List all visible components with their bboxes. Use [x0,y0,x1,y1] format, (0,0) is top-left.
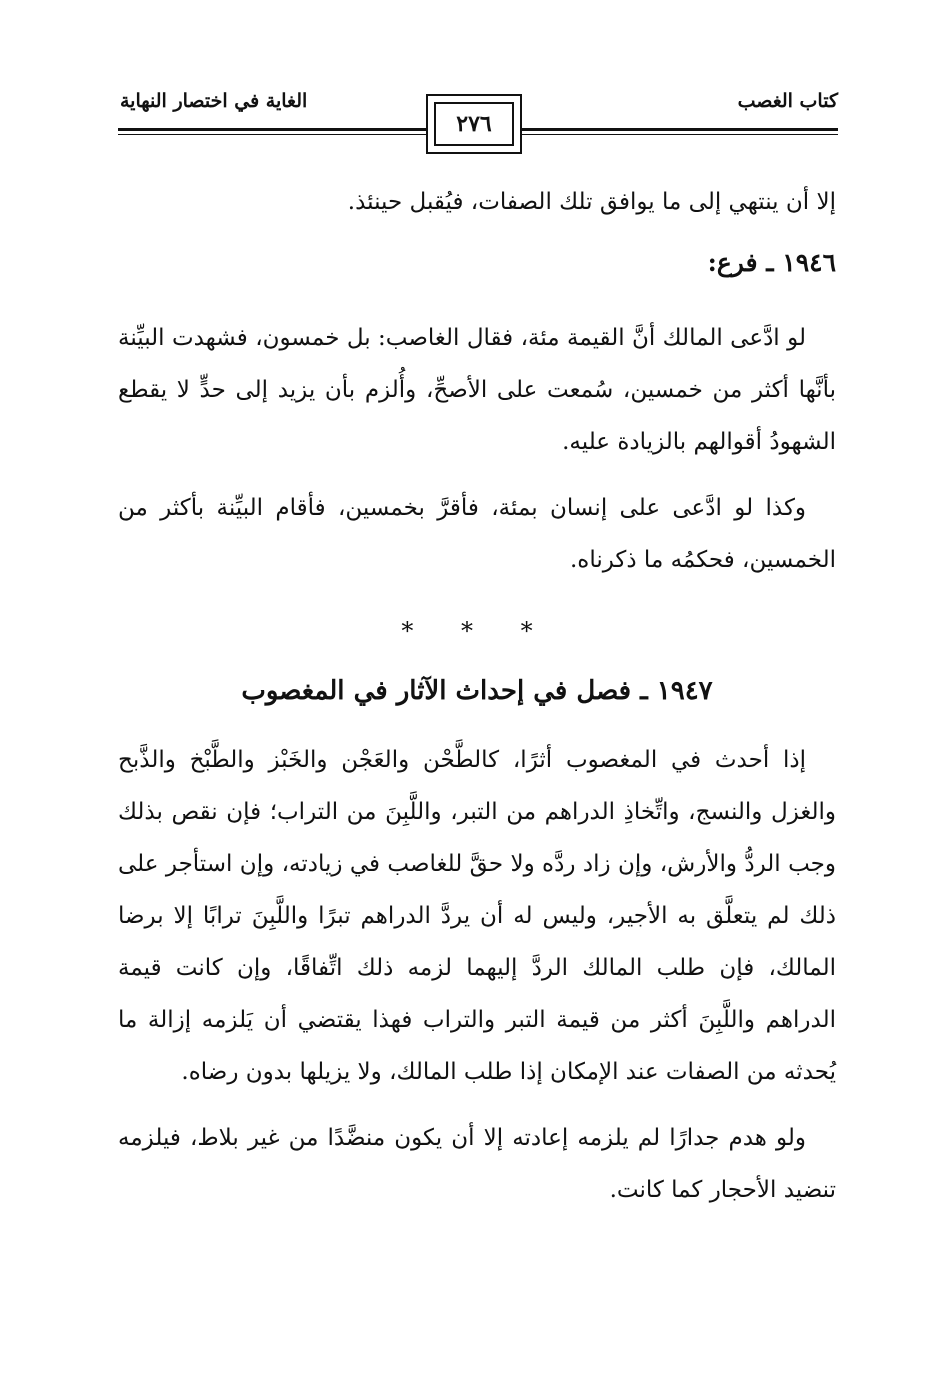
paragraph-3: إذا أحدث في المغصوب أثرًا، كالطَّحْن والعَجْن والخَبْز والطَّبْخ والذَّبح والغزل والنسج، واتِّخاذِ الدراهم من التبر، واللَّبِنَ من التراب؛ فإن نقص بذلك وجب الردُّ والأرش، وإن زاد ردَّه ولا حقَّ للغاصب في زيادته، وإن استأجر على ذلك لم يتعلَّق به الأجير، وليس له أن يردَّ الدراهم تبرًا واللَّبِنَ ترابًا إلا برضا المالك، فإن طلب المالك الردَّ إليهما لزمه ذلك اتِّفاقًا، وإن كانت قيمة الدراهم واللَّبِنَ أكثر من قيمة التبر والتراب فهذا يقتضي أن يَلزمه إزالة ما يُحدثه من الصفات عند الإمكان إذا طلب المالك، ولا يزيلها بدون رضاه. [118,747,836,1085]
continuation-paragraph: إلا أن ينتهي إلى ما يوافق تلك الصفات، فيُقبل حينئذ. [347,189,836,215]
running-header [118,86,838,142]
page-number: ٢٧٦ [434,102,514,146]
section-separator: * * * [401,617,553,645]
page-body [118,176,836,1230]
section-title: ١٩٤٧ ـ فصل في إحداث الآثار في المغصوب [241,676,713,706]
book-title: الغاية في اختصار النهاية [120,90,308,112]
paragraph-4: ولو هدم جدارًا لم يلزمه إعادته إلا أن يكون منضَّدًا من غير بلاط، فيلزمه تنضيد الأحجار كما كانت. [118,1125,836,1203]
chapter-title: كتاب الغصب [737,90,838,112]
paragraph-1: لو ادَّعى المالك أنَّ القيمة مئة، فقال الغاصب: بل خمسون، فشهدت البيِّنة بأنَّها أكثر من خمسين، سُمعت على الأصحِّ، وأُلزم بأن يزيد إلى حدٍّ لا يقطع الشهودُ أقوالهم بالزيادة عليه. [118,325,836,455]
page-number-frame [426,94,522,154]
far-heading: ١٩٤٦ ـ فرع: [707,248,836,277]
paragraph-2: وكذا لو ادَّعى على إنسان بمئة، فأقرَّ بخمسين، فأقام البيِّنة بأكثر من الخمسين، فحكمُه ما ذكرناه. [118,495,836,573]
